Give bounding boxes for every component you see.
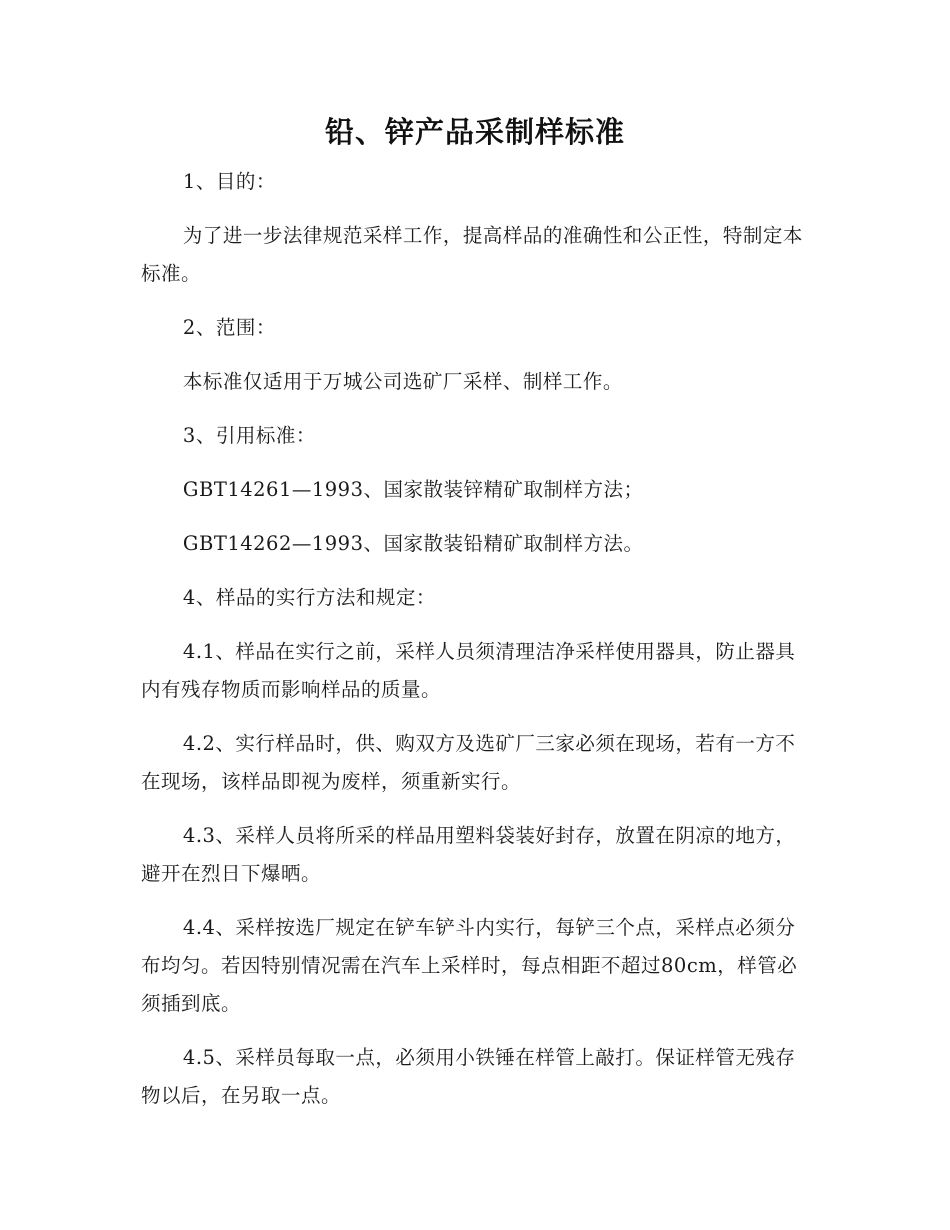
- paragraph-scope: 本标准仅适用于万城公司选矿厂采样、制样工作。: [182, 370, 623, 393]
- clause-4-5: 4.5、采样员每取一点，必须用小铁锤在样管上敲打。保证样管无残存物以后，在另取一点。: [141, 1046, 796, 1107]
- document-title: 铅、锌产品采制样标准: [324, 115, 625, 149]
- document-body: [141, 163, 808, 1131]
- clause-4-1: 4.1、样品在实行之前，采样人员须清理洁净采样使用器具，防止器具内有残存物质而影响样品的质量。: [141, 640, 796, 701]
- section-heading-methods: 4、样品的实行方法和规定：: [182, 586, 436, 609]
- section-heading-purpose: 1、目的：: [182, 170, 276, 193]
- clause-4-2: 4.2、实行样品时，供、购双方及选矿厂三家必须在现场，若有一方不在现场，该样品即视为废样，须重新实行。: [141, 732, 796, 793]
- clause-4-3: 4.3、采样人员将所采的样品用塑料袋装好封存，放置在阴凉的地方，避开在烈日下爆晒。: [141, 824, 796, 885]
- section-heading-references: 3、引用标准：: [182, 424, 316, 447]
- reference-item: GBT14262—1993、国家散装铅精矿取制样方法。: [182, 532, 644, 555]
- clause-4-4: 4.4、采样按选厂规定在铲车铲斗内实行，每铲三个点，采样点必须分布均匀。若因特别情况需在汽车上采样时，每点相距不超过80cm，样管必须插到底。: [141, 916, 798, 1015]
- paragraph-purpose: 为了进一步法律规范采样工作，提高样品的准确性和公正性，特制定本标准。: [141, 224, 803, 285]
- reference-item: GBT14261—1993、国家散装锌精矿取制样方法；: [182, 478, 644, 501]
- section-heading-scope: 2、范围：: [182, 316, 276, 339]
